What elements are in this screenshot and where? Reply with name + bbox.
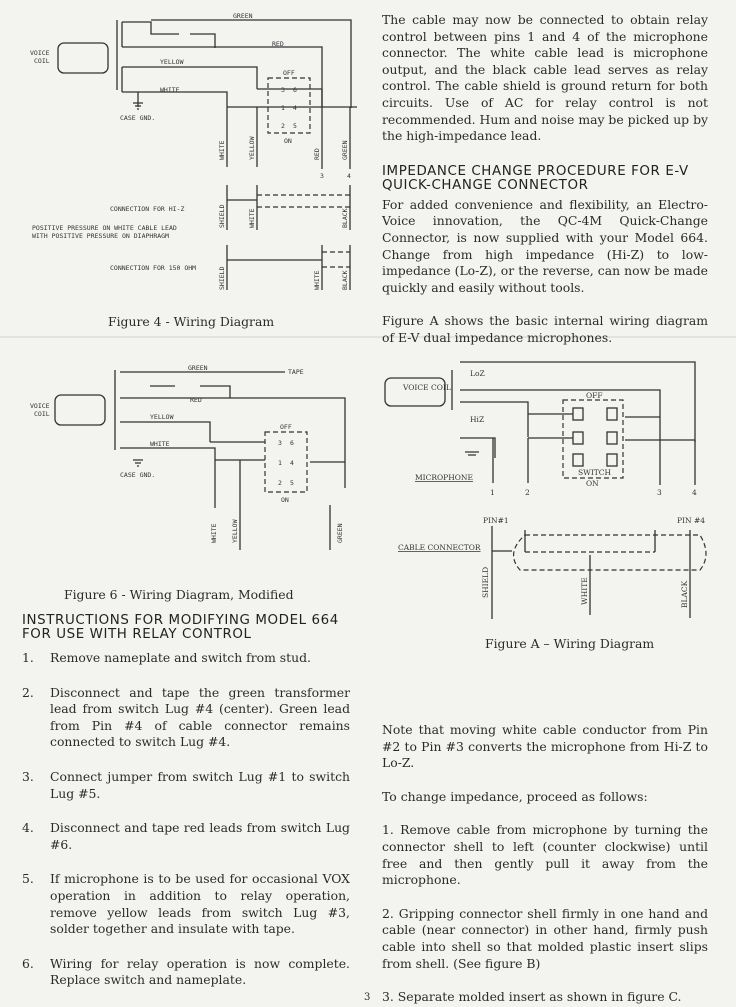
svg-text:VOICE: VOICE: [30, 402, 50, 410]
svg-text:3: 3: [657, 488, 662, 497]
procedure-intro: To change impedance, proceed as follows:: [382, 788, 648, 804]
svg-text:OFF: OFF: [586, 391, 603, 400]
svg-text:POSITIVE PRESSURE ON WHITE CAB: POSITIVE PRESSURE ON WHITE CABLE LEAD: [32, 224, 177, 232]
step-3: 3. Separate molded insert as shown in figure C.: [382, 989, 682, 1005]
svg-text:WHITE: WHITE: [248, 208, 256, 228]
svg-text:CABLE CONNECTOR: CABLE CONNECTOR: [398, 543, 481, 552]
svg-text:COIL: COIL: [34, 410, 50, 418]
figure-4-caption: Figure 4 - Wiring Diagram: [108, 314, 275, 329]
svg-text:GREEN: GREEN: [188, 364, 208, 372]
svg-text:SHIELD: SHIELD: [218, 204, 226, 228]
svg-text:YELLOW: YELLOW: [231, 519, 239, 543]
instruction-item: 1. Remove nameplate and switch from stud.: [22, 650, 311, 665]
svg-text:WHITE: WHITE: [150, 440, 170, 448]
svg-text:WHITE: WHITE: [580, 577, 589, 605]
svg-text:2: 2: [525, 488, 530, 497]
svg-text:SWITCH: SWITCH: [578, 468, 612, 477]
svg-text:LoZ: LoZ: [470, 369, 485, 378]
svg-text:BLACK: BLACK: [341, 270, 349, 290]
svg-text:YELLOW: YELLOW: [150, 413, 174, 421]
impedance-heading: IMPEDANCE CHANGE PROCEDURE FOR E-V QUICK-CHANGE CONNECTOR: [382, 163, 689, 193]
svg-text:COIL: COIL: [34, 57, 50, 65]
svg-text:YELLOW: YELLOW: [248, 136, 256, 160]
svg-text:1: 1: [278, 459, 282, 467]
svg-text:CASE GND.: CASE GND.: [120, 114, 156, 122]
svg-text:4: 4: [692, 488, 697, 497]
step-1: 1. Remove cable from microphone by turning the connector shell to left (counter clockwise) until free and then gently pull it away from the microphone.: [382, 822, 708, 888]
svg-text:SHIELD: SHIELD: [481, 566, 490, 598]
svg-text:PIN#1: PIN#1: [483, 516, 509, 525]
instruction-item: 2. Disconnect and tape the green transformer lead from switch Lug #4 (center). Green lead from Pin #4 of cable connector remains connected to switch Lug #4.: [22, 684, 350, 750]
svg-text:RED: RED: [313, 148, 321, 160]
svg-text:ON: ON: [281, 496, 289, 504]
svg-text:4: 4: [293, 104, 297, 112]
svg-text:2: 2: [278, 479, 282, 487]
svg-text:BLACK: BLACK: [341, 208, 349, 228]
svg-text:VOICE COIL: VOICE COIL: [403, 383, 451, 392]
svg-text:3: 3: [320, 172, 324, 180]
svg-text:WHITE: WHITE: [218, 140, 226, 160]
svg-text:OFF: OFF: [280, 423, 292, 431]
svg-text:WITH POSITIVE PRESSURE ON DIAP: WITH POSITIVE PRESSURE ON DIAPHRAGM: [32, 232, 169, 240]
svg-text:CONNECTION FOR 150 OHM: CONNECTION FOR 150 OHM: [110, 264, 197, 272]
svg-text:RED: RED: [272, 40, 284, 48]
figure-a-intro: Figure A shows the basic internal wiring diagram of E-V dual impedance microphones.: [382, 313, 708, 345]
svg-text:YELLOW: YELLOW: [160, 58, 184, 66]
svg-text:WHITE: WHITE: [210, 523, 218, 543]
right-column-bottom: [382, 722, 708, 1006]
svg-text:1: 1: [490, 488, 495, 497]
svg-text:OFF: OFF: [283, 69, 295, 77]
svg-text:5: 5: [290, 479, 294, 487]
svg-text:3: 3: [278, 439, 282, 447]
figure-a-caption: Figure A – Wiring Diagram: [485, 636, 655, 651]
svg-text:RED: RED: [190, 396, 202, 404]
svg-text:4: 4: [290, 459, 294, 467]
step-2: 2. Gripping connector shell firmly in one hand and cable (near connector) in other hand, firmly push cable into shell so that molded plastic insert slips from shell. (See figure B): [382, 905, 708, 971]
quick-change-paragraph: For added convenience and flexibility, an Electro-Voice innovation, the QC-4M Quick-Change Connector, is now supplied with your Model 664. Change from high impedance (Hi-Z) to low-impedance (Lo-Z), or the reverse, can now be made quickly and easily without tools.: [382, 196, 708, 295]
instruction-item: 6. Wiring for relay operation is now complete. Replace switch and nameplate.: [22, 955, 350, 988]
figure-a-diagram: [370, 340, 736, 630]
svg-text:TAPE: TAPE: [288, 368, 304, 376]
svg-text:2: 2: [281, 122, 285, 130]
svg-text:WHITE: WHITE: [313, 270, 321, 290]
svg-text:1: 1: [281, 104, 285, 112]
svg-text:ON: ON: [284, 137, 292, 145]
svg-text:WHITE: WHITE: [160, 86, 180, 94]
figure-6-diagram: [0, 360, 370, 585]
figure-4-diagram: [0, 0, 370, 300]
svg-text:BLACK: BLACK: [680, 580, 689, 608]
figure-6-caption: Figure 6 - Wiring Diagram, Modified: [64, 587, 294, 602]
svg-text:PIN #4: PIN #4: [677, 516, 706, 525]
svg-text:VOICE: VOICE: [30, 49, 50, 57]
svg-text:CONNECTION FOR HI-Z: CONNECTION FOR HI-Z: [110, 205, 185, 213]
svg-text:MICROPHONE: MICROPHONE: [415, 473, 473, 482]
svg-text:CASE GND.: CASE GND.: [120, 471, 156, 479]
page-number: 3: [364, 992, 371, 1003]
svg-text:GREEN: GREEN: [233, 12, 253, 20]
svg-text:5: 5: [293, 122, 297, 130]
instruction-item: 5. If microphone is to be used for occasional VOX operation in addition to relay operation, remove yellow leads from switch Lug #3, solder together and insulate with tape.: [22, 871, 350, 937]
svg-text:HiZ: HiZ: [470, 415, 485, 424]
note-paragraph: Note that moving white cable conductor from Pin #2 to Pin #3 converts the microphone from Hi-Z to Lo-Z.: [382, 722, 708, 771]
right-column-top: [382, 12, 708, 347]
svg-text:6: 6: [290, 439, 294, 447]
svg-text:GREEN: GREEN: [336, 523, 344, 543]
instruction-item: 3. Connect jumper from switch Lug #1 to switch Lug #5.: [22, 768, 350, 801]
svg-text:SHIELD: SHIELD: [218, 266, 226, 290]
svg-text:6: 6: [293, 86, 297, 94]
instruction-item: 4. Disconnect and tape red leads from switch Lug #6.: [22, 820, 350, 852]
relay-instructions: [22, 614, 350, 1007]
svg-text:GREEN: GREEN: [341, 140, 349, 160]
svg-text:4: 4: [347, 172, 351, 180]
svg-text:3: 3: [281, 86, 285, 94]
intro-paragraph: The cable may now be connected to obtain relay control between pins 1 and 4 of the microphone connector. The white cable lead is microphone output, and the black cable lead serves as relay control. The cable shield is ground return for both circuits. Use of AC for relay control is not recommended. Hum and noise may be picked up by the high-impedance lead.: [382, 12, 708, 144]
relay-heading: INSTRUCTIONS FOR MODIFYING MODEL 664 FOR USE WITH RELAY CONTROL: [22, 613, 339, 642]
svg-text:ON: ON: [586, 479, 599, 488]
